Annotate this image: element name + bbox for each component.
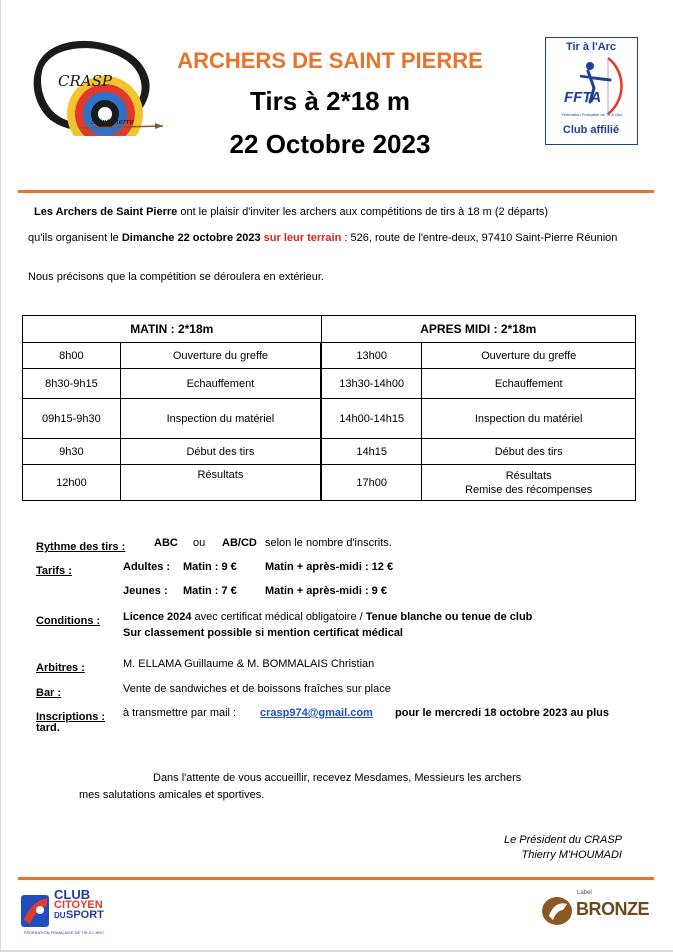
closing-line-1: Dans l'attente de vous accueillir, recevez Mesdames, Messieurs les archers — [153, 772, 522, 784]
afternoon-activity: Inspection du matériel — [422, 399, 636, 439]
inscriptions-mail-link[interactable]: crasp974@gmail.com — [260, 707, 373, 719]
morning-activity: Ouverture du greffe — [120, 343, 321, 369]
logo-crasp-text: CRASP — [58, 72, 112, 90]
intro-address: : 526, route de l'entre-deux, 97410 Saint-Pierre Réunion — [341, 232, 618, 244]
afternoon-time: 13h00 — [321, 343, 422, 369]
arbitres-text: M. ELLAMA Guillaume & M. BOMMALAIS Christian — [123, 658, 375, 670]
morning-time: 12h00 — [23, 465, 121, 501]
morning-header: MATIN : 2*18m — [23, 316, 322, 343]
arbitres-label: Arbitres : — [36, 662, 85, 674]
archer-icon — [550, 54, 634, 116]
bar-text: Vente de sandwiches et de boissons fraîches sur place — [123, 683, 391, 695]
table-row — [23, 369, 636, 399]
afternoon-activity: Ouverture du greffe — [422, 343, 636, 369]
inscriptions-mail-wrap — [260, 707, 373, 719]
intro-line-1 — [34, 206, 654, 219]
ffta-top-text: Tir à l'Arc — [565, 41, 617, 53]
tarifs-adultes: Adultes : — [123, 561, 171, 573]
conditions-line-1 — [123, 611, 643, 623]
signature-name: Thierry M'HOUMADI — [521, 849, 622, 861]
table-row — [23, 439, 636, 465]
closing-line-2: mes salutations amicales et sportives. — [79, 789, 265, 801]
table-row — [23, 343, 636, 369]
footer-divider — [18, 877, 654, 880]
bronze-label-small: Label — [577, 890, 592, 896]
tarifs-jeunes-full: Matin + après-midi : 9 € — [265, 585, 387, 597]
bar-label-wrap — [36, 683, 61, 701]
afternoon-time: 13h30-14h00 — [321, 369, 422, 399]
afternoon-time: 14h15 — [321, 439, 422, 465]
intro-line-2 — [28, 232, 648, 245]
conditions-label-wrap — [36, 611, 100, 629]
intro-venue: sur leur terrain — [260, 232, 342, 244]
table-row — [23, 399, 636, 439]
afternoon-activity-line1: Résultats — [505, 469, 552, 482]
signature-title: Le Président du CRASP — [503, 834, 622, 846]
club-line2: CITOYEN — [54, 899, 103, 911]
ffta-small-text: Fédération Française de Tir à l'Arc — [561, 112, 623, 117]
club-line1: CLUB — [54, 887, 91, 902]
afternoon-activity — [422, 465, 636, 501]
inscriptions-label: Inscriptions : — [36, 711, 106, 723]
bronze-medal-icon — [541, 896, 573, 926]
conditions-label: Conditions : — [36, 615, 101, 627]
morning-time: 9h30 — [23, 439, 121, 465]
page-edge — [0, 0, 1, 952]
morning-activity: Echauffement — [120, 369, 321, 399]
morning-activity: Début des tirs — [120, 439, 321, 465]
rythme-rest: selon le nombre d'inscrits. — [265, 537, 392, 549]
bronze-label-text: BRONZE — [576, 899, 649, 919]
tarifs-jeunes-matin: Matin : 7 € — [183, 585, 237, 597]
header-divider — [18, 190, 654, 193]
afternoon-activity: Echauffement — [422, 369, 636, 399]
rythme-abcd — [222, 537, 257, 549]
tarifs-adultes-matin: Matin : 9 € — [183, 561, 237, 573]
rythme-abc-text: ABC — [154, 537, 178, 549]
club-citoyen-sport-logo — [20, 888, 120, 936]
morning-activity: Résultats — [120, 465, 321, 501]
bar-label: Bar : — [36, 687, 62, 699]
inscriptions-deadline-end: tard. — [36, 722, 60, 734]
inscriptions-deadline: pour le mercredi 18 octobre 2023 au plus — [395, 707, 609, 719]
label-bronze-logo — [541, 890, 653, 928]
morning-time: 8h30-9h15 — [23, 369, 121, 399]
afternoon-activity: Début des tirs — [422, 439, 636, 465]
club-line4: SPORT — [66, 909, 104, 921]
logo-saint-pierre-text: Saint Pierre — [91, 118, 134, 126]
afternoon-header: APRES MIDI : 2*18m — [321, 316, 635, 343]
intro-club: Les Archers de Saint Pierre — [34, 206, 178, 218]
club-line3: DU — [54, 911, 66, 920]
inscriptions-text: à transmettre par mail : — [123, 707, 237, 719]
intro-line2-a: qu'ils organisent le — [28, 232, 122, 244]
club-citoyen-icon — [20, 894, 50, 928]
intro-line1-text: ont le plaisir d'inviter les archers aux compétitions de tirs à 18 m (2 départs) — [177, 206, 549, 218]
rythme-ou: ou — [193, 537, 206, 549]
conditions-tenue: Tenue blanche ou tenue de club — [365, 611, 533, 623]
afternoon-time: 14h00-14h15 — [321, 399, 422, 439]
tarifs-label-wrap — [36, 561, 72, 579]
event-date: 22 Octobre 2023 — [229, 129, 431, 159]
rythme-section — [36, 537, 125, 555]
arbitres-label-wrap — [36, 658, 85, 676]
rythme-abcd-text: AB/CD — [222, 537, 257, 549]
tarifs-adultes-full: Matin + après-midi : 12 € — [265, 561, 394, 573]
morning-time: 09h15-9h30 — [23, 399, 121, 439]
conditions-line-2: Sur classement possible si mention certificat médical — [123, 627, 403, 639]
event-title: Tirs à 2*18 m — [250, 86, 410, 116]
afternoon-activity-line2: Remise des récompenses — [465, 483, 593, 496]
schedule-table — [22, 315, 636, 501]
ffta-bottom-text: Club affilié — [562, 124, 620, 136]
intro-date: Dimanche 22 octobre 2023 — [121, 232, 261, 244]
conditions-licence: Licence 2024 — [123, 611, 192, 623]
rythme-label: Rythme des tirs : — [36, 541, 126, 553]
tarifs-label: Tarifs : — [36, 565, 72, 577]
table-row — [23, 465, 636, 501]
rythme-abc — [154, 537, 178, 549]
morning-activity: Inspection du matériel — [120, 399, 321, 439]
club-name: ARCHERS DE SAINT PIERRE — [177, 48, 483, 73]
schedule-header-row — [23, 316, 636, 343]
morning-time: 8h00 — [23, 343, 121, 369]
ffta-brand: FFTA — [564, 89, 602, 106]
club-small: FÉDÉRATION FRANÇAISE DE TIR À L'ARC — [24, 930, 104, 935]
ffta-archer-logo — [545, 37, 638, 145]
afternoon-time: 17h00 — [321, 465, 422, 501]
conditions-certificat: avec certificat médical obligatoire / — [191, 611, 366, 623]
tarifs-jeunes: Jeunes : — [123, 585, 168, 597]
intro-line-3: Nous précisons que la compétition se déroulera en extérieur. — [28, 271, 324, 283]
